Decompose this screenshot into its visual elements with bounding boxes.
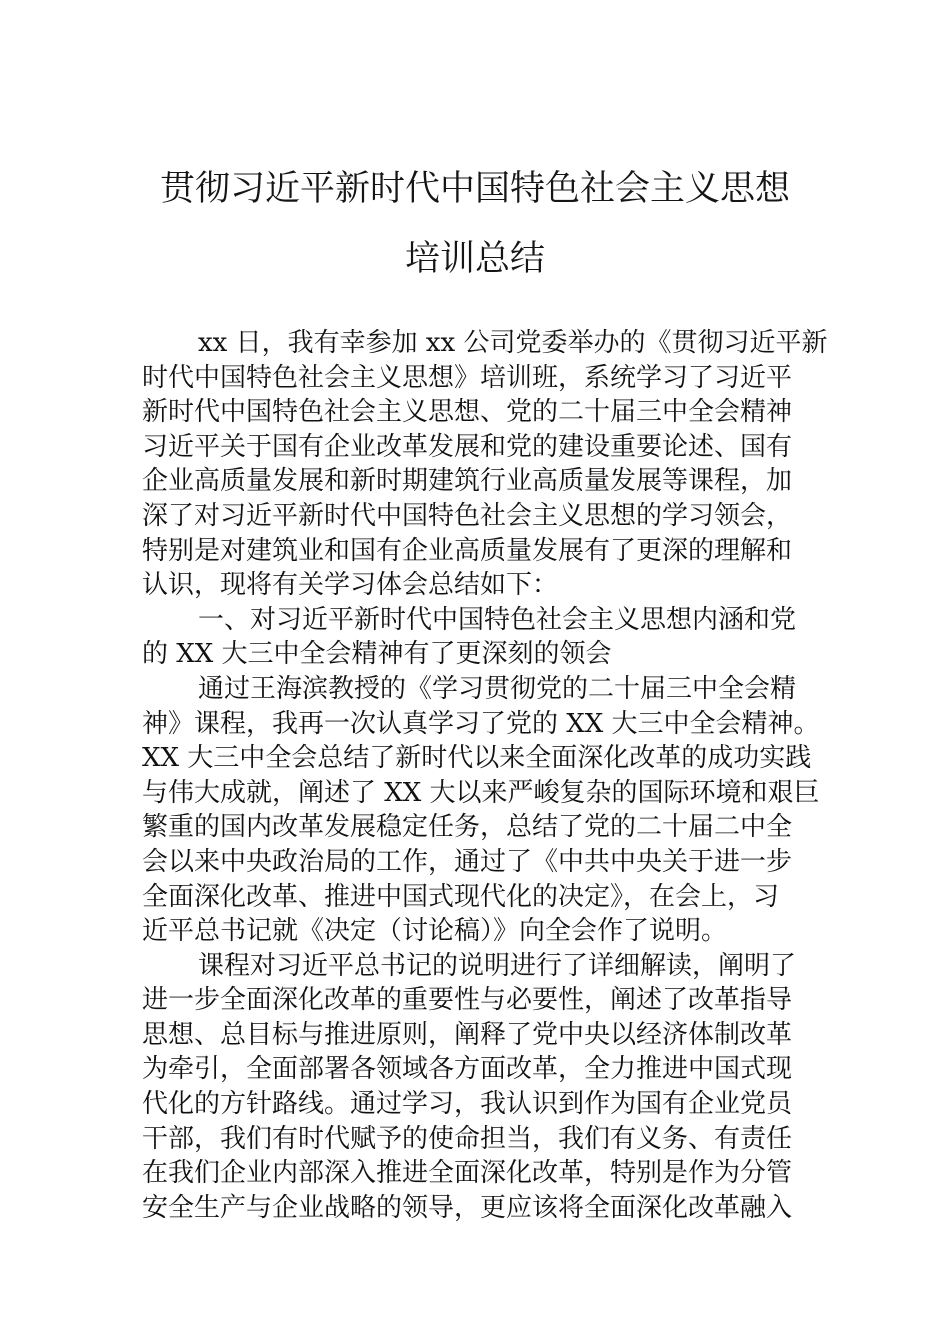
body-line: 干部，我们有时代赋予的使命担当，我们有义务、有责任: [142, 1123, 793, 1154]
body-line: 全面深化改革、推进中国式现代化的决定》，在会上，习: [142, 881, 780, 912]
body-line: 认识，现将有关学习体会总结如下：: [142, 570, 559, 601]
body-line: XX 大三中全会总结了新时代以来全面深化改革的成功实践: [142, 743, 812, 774]
body-line: 思想、总目标与推进原则，阐释了党中央以经济体制改革: [142, 1019, 793, 1050]
body-line: 繁重的国内改革发展稳定任务，总结了党的二十届二中全: [142, 812, 793, 843]
document-title-line-1: 贯彻习近平新时代中国特色社会主义思想: [159, 169, 790, 209]
body-line: 进一步全面深化改革的重要性与必要性，阐述了改革指导: [142, 985, 793, 1016]
section-heading-line: 的 XX 大三中全会精神有了更深刻的领会: [142, 639, 612, 670]
body-line: 与伟大成就，阐述了 XX 大以来严峻复杂的国际环境和艰巨: [142, 777, 820, 808]
body-line: 会以来中央政治局的工作，通过了《中共中央关于进一步: [142, 846, 793, 877]
body-line: 深了对习近平新时代中国特色社会主义思想的学习领会，: [142, 500, 793, 531]
document-title-line-2: 培训总结: [404, 239, 545, 279]
body-line: 在我们企业内部深入推进全面深化改革，特别是作为分管: [142, 1158, 793, 1189]
body-line: xx 日，我有幸参加 xx 公司党委举办的《贯彻习近平新: [198, 328, 828, 358]
body-line: 代化的方针路线。通过学习，我认识到作为国有企业党员: [142, 1089, 793, 1120]
body-line: 特别是对建筑业和国有企业高质量发展有了更深的理解和: [142, 535, 793, 566]
body-line: 为牵引，全面部署各领域各方面改革，全力推进中国式现: [142, 1054, 793, 1085]
body-line: 时代中国特色社会主义思想》培训班，系统学习了习近平: [142, 362, 793, 393]
document-body: [142, 326, 828, 1225]
body-line: 习近平关于国有企业改革发展和党的建设重要论述、国有: [142, 431, 793, 462]
body-line: 安全生产与企业战略的领导，更应该将全面深化改革融入: [142, 1192, 793, 1223]
body-line: 课程对习近平总书记的说明进行了详细解读，阐明了: [198, 950, 797, 981]
body-line: 企业高质量发展和新时期建筑行业高质量发展等课程，加: [142, 466, 793, 497]
body-line: 新时代中国特色社会主义思想、党的二十届三中全会精神: [142, 397, 793, 428]
section-heading-line: 一、对习近平新时代中国特色社会主义思想内涵和党: [198, 604, 797, 635]
body-line: 近平总书记就《决定（讨论稿）》向全会作了说明。: [142, 916, 728, 947]
body-line: 通过王海滨教授的《学习贯彻党的二十届三中全会精: [198, 673, 797, 704]
body-line: 神》课程，我再一次认真学习了党的 XX 大三中全会精神。: [142, 708, 820, 739]
